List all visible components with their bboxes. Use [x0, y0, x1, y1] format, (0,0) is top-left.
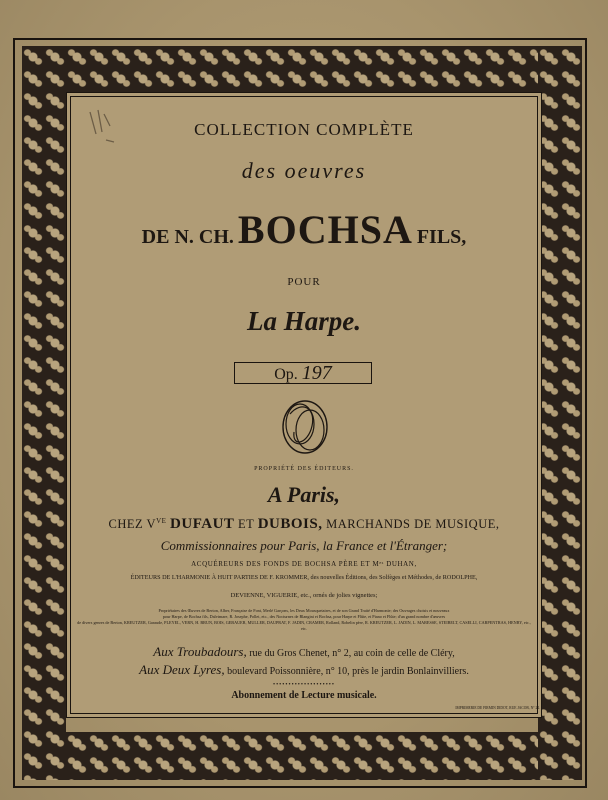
- oeuvres-subheading: des oeuvres: [241, 158, 367, 183]
- opus-label: Op.: [274, 366, 298, 383]
- publisher-name-1: DUFAUT: [170, 516, 235, 532]
- opus-number: 197: [301, 362, 332, 384]
- opus-box: [234, 362, 372, 384]
- composer-fils: FILS,: [416, 226, 467, 248]
- catalogue-line-1: Propriétaires des Œuvres de Berton, Alber, Française de Font, Merlé Garçons, les Deux Mousquetaires, et de son Grand Traité d'Harmonie; des Ouvrages choisis et nouveaux: [158, 608, 450, 613]
- devienne-line: DEVIENNE, VIGUERIE, etc., ornés de jolies vignettes;: [230, 592, 378, 599]
- propriete-line: PROPRIÉTÉ DES ÉDITEURS.: [254, 466, 354, 472]
- publisher-monogram: [262, 396, 348, 458]
- address-troubadours: [70, 644, 538, 660]
- pour-label: POUR: [287, 276, 321, 288]
- catalogue-line-2: pour Harpe, de Bochsa fils, Dalvimare, R. Josephe, Pollet, etc., des Nocturnes de Blangini et Bochsa, pour Harpe et Flûte, et Piano et Flûte; d'un grand nombre d'œuvres: [162, 614, 446, 619]
- publisher-et: ET: [238, 517, 255, 531]
- composer-line: [70, 206, 538, 253]
- chez-prefix: CHEZ V: [108, 517, 157, 531]
- editeurs-line: ÉDITEURS DE L'HARMONIE À HUIT PARTIES DE F. KROMMER, des nouvelles Éditions, des Solfèges et Méthodes, de RODOLPHE,: [130, 574, 478, 581]
- ornamental-border-top: [22, 46, 582, 94]
- city-line: A Paris,: [267, 482, 341, 507]
- composer-name: BOCHSA: [237, 207, 413, 252]
- shop-name-troubadours: Aux Troubadours,: [153, 644, 247, 659]
- publisher-line: [70, 516, 538, 533]
- shop-name-lyres: Aux Deux Lyres,: [139, 662, 225, 677]
- abonnement-line: Abonnement de Lecture musicale.: [231, 690, 377, 701]
- ornamental-border-right: [538, 46, 582, 780]
- collection-heading: COLLECTION COMPLÈTE: [194, 120, 414, 139]
- instrument-title: La Harpe.: [247, 306, 361, 336]
- ornamental-border-bottom: [22, 732, 582, 780]
- catalogue-line-3: de divers genres de Berton, KREUTZER, Garaude, PLEYEL, VERN, H. BRUN, BOIS, GEBAUER, MULLER, DAUPRAT, F. JADIN, CRAMER, Rolland, Robelin père, R. KREUTZER, L. JADIN, L. MARESSE, STEIBELT, CASELLI, CARPENTRAS, HENRY, etc., etc.: [77, 620, 531, 631]
- title-content: [70, 96, 538, 714]
- publisher-name-2: DUBOIS,: [257, 516, 323, 532]
- street-troubadours: rue du Gros Chenet, n° 2, au coin de celle de Cléry,: [246, 648, 455, 659]
- ornamental-border-left: [22, 46, 66, 780]
- publisher-trade: MARCHANDS DE MUSIQUE,: [326, 517, 500, 531]
- street-lyres: boulevard Poissonnière, n° 10, près le jardin Bonlainvilliers.: [224, 666, 469, 677]
- dotted-rule: ••••••••••••••••••••: [272, 682, 335, 688]
- printer-imprint: IMPRIMERIE DE FIRMIN DIDOT, RUE JACOB, N° 24.: [455, 706, 540, 710]
- commissionnaires-line: Commissionnaires pour Paris, la France et l'Étranger;: [160, 538, 448, 553]
- address-lyres: [70, 662, 538, 678]
- composer-initials: DE N. CH.: [141, 226, 234, 248]
- acquereurs-line: ACQUÉREURS DES FONDS DE BOCHSA PÈRE ET Mᵉˢ DUHAN,: [191, 560, 417, 568]
- chez-superscript: VE: [156, 516, 167, 525]
